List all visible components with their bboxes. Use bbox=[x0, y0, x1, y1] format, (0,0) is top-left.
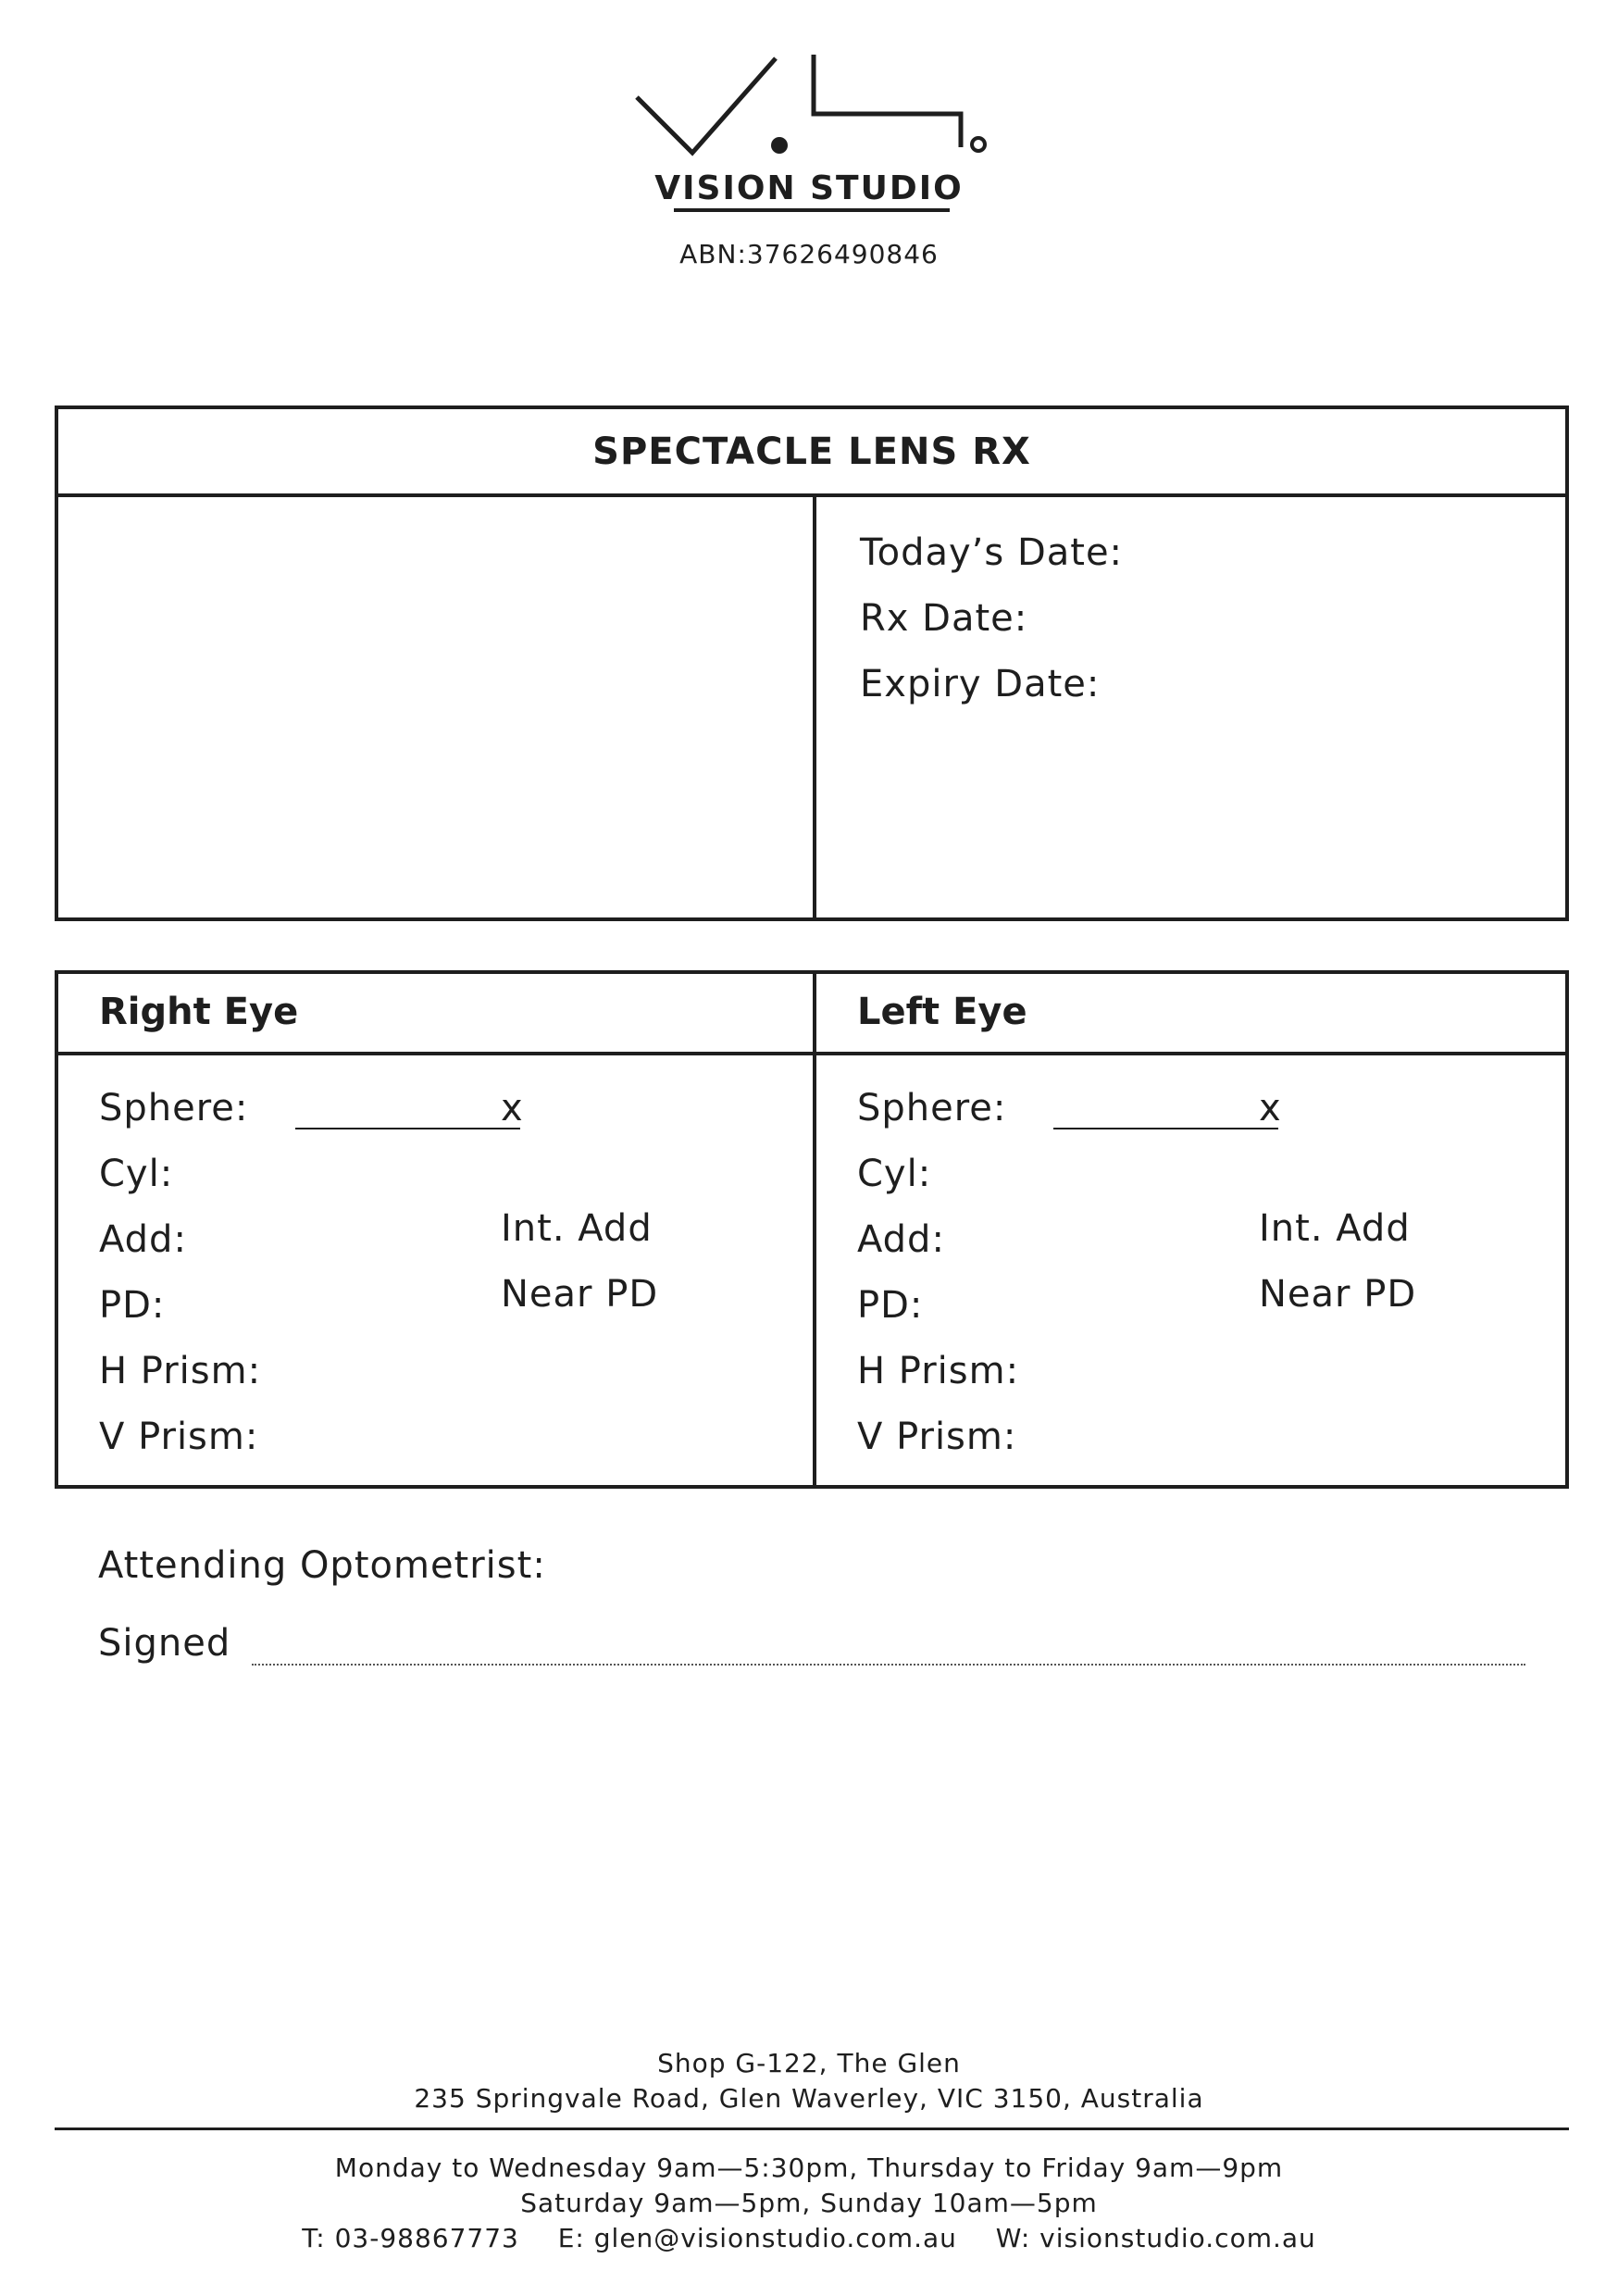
rx-title: SPECTACLE LENS RX bbox=[58, 409, 1565, 497]
abn-number: ABN:37626490846 bbox=[679, 239, 939, 269]
email-text: E: glen@visionstudio.com.au bbox=[557, 2223, 957, 2253]
phone-text: T: 03-98867773 bbox=[302, 2223, 519, 2253]
right-int-add-label: Int. Add bbox=[501, 1207, 653, 1250]
right-sphere-label: Sphere: bbox=[99, 1087, 249, 1129]
left-add-label: Add: bbox=[857, 1218, 945, 1261]
website-text: W: visionstudio.com.au bbox=[995, 2223, 1316, 2253]
left-v-prism-label: V Prism: bbox=[857, 1416, 1017, 1458]
right-v-prism-label: V Prism: bbox=[99, 1416, 259, 1458]
left-eye-title: Left Eye bbox=[857, 991, 1027, 1033]
signature-line bbox=[252, 1664, 1525, 1666]
left-sphere-x: x bbox=[1259, 1087, 1281, 1129]
left-eye-fields bbox=[857, 1076, 1019, 1470]
left-pd-label: PD: bbox=[857, 1284, 924, 1327]
right-cyl-label: Cyl: bbox=[99, 1153, 174, 1195]
right-eye-title: Right Eye bbox=[99, 991, 299, 1033]
signed-label: Signed bbox=[98, 1622, 231, 1665]
left-h-prism-label: H Prism: bbox=[857, 1350, 1020, 1392]
contact-line bbox=[0, 2223, 1618, 2253]
left-near-pd-label: Near PD bbox=[1259, 1273, 1417, 1316]
eye-prescription-box bbox=[55, 970, 1569, 1489]
right-pd-label: PD: bbox=[99, 1284, 166, 1327]
left-sphere-field-line bbox=[1053, 1128, 1278, 1129]
expiry-date-label: Expiry Date: bbox=[860, 663, 1101, 705]
hours-line-1: Monday to Wednesday 9am—5:30pm, Thursday to Friday 9am—9pm bbox=[334, 2152, 1284, 2183]
rx-details-box bbox=[55, 406, 1569, 921]
rx-divider bbox=[813, 497, 816, 917]
rx-date-label: Rx Date: bbox=[860, 597, 1028, 640]
left-cyl-label: Cyl: bbox=[857, 1153, 932, 1195]
right-eye-fields bbox=[99, 1076, 261, 1470]
todays-date-label: Today’s Date: bbox=[860, 531, 1124, 574]
left-sphere-label: Sphere: bbox=[857, 1087, 1007, 1129]
footer-rule bbox=[55, 2128, 1569, 2130]
left-int-add-label: Int. Add bbox=[1259, 1207, 1411, 1250]
right-h-prism-label: H Prism: bbox=[99, 1350, 262, 1392]
address-line-2: 235 Springvale Road, Glen Waverley, VIC 3150, Australia bbox=[414, 2083, 1204, 2114]
right-sphere-field-line bbox=[295, 1128, 520, 1129]
attending-optometrist-label: Attending Optometrist: bbox=[98, 1544, 546, 1587]
brand-name: VISION STUDIO bbox=[654, 169, 964, 207]
right-add-label: Add: bbox=[99, 1218, 187, 1261]
dates-block bbox=[860, 520, 1123, 718]
right-near-pd-label: Near PD bbox=[501, 1273, 659, 1316]
right-eye-column bbox=[58, 974, 813, 1485]
address-line-1: Shop G-122, The Glen bbox=[657, 2048, 961, 2078]
hours-line-2: Saturday 9am—5pm, Sunday 10am—5pm bbox=[520, 2188, 1098, 2218]
right-sphere-x: x bbox=[501, 1087, 523, 1129]
left-eye-column bbox=[816, 974, 1571, 1485]
